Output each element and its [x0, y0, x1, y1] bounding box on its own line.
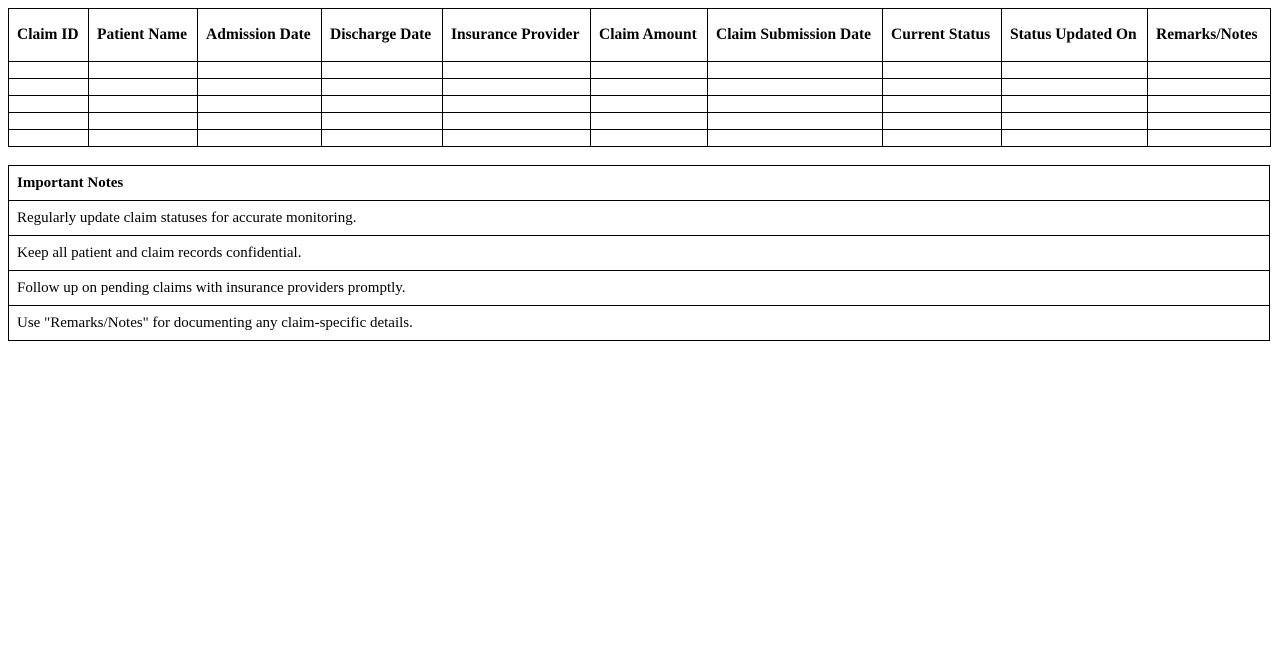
table-cell[interactable]	[9, 130, 89, 147]
table-cell[interactable]	[9, 79, 89, 96]
table-cell[interactable]	[1148, 62, 1271, 79]
header-claim-submission-date: Claim Submission Date	[708, 9, 883, 62]
table-cell[interactable]	[198, 79, 322, 96]
header-current-status: Current Status	[883, 9, 1002, 62]
table-cell[interactable]	[591, 96, 708, 113]
table-cell[interactable]	[883, 96, 1002, 113]
table-cell[interactable]	[9, 96, 89, 113]
table-cell[interactable]	[443, 113, 591, 130]
table-cell[interactable]	[443, 130, 591, 147]
notes-title: Important Notes	[9, 166, 1270, 201]
table-cell[interactable]	[708, 79, 883, 96]
note-item: Regularly update claim statuses for accurate monitoring.	[9, 201, 1270, 236]
table-cell[interactable]	[1148, 79, 1271, 96]
table-cell[interactable]	[883, 62, 1002, 79]
note-row	[9, 271, 1270, 306]
table-cell[interactable]	[883, 130, 1002, 147]
table-cell[interactable]	[89, 96, 198, 113]
table-cell[interactable]	[443, 62, 591, 79]
table-cell[interactable]	[708, 113, 883, 130]
table-row	[9, 62, 1271, 79]
table-cell[interactable]	[322, 113, 443, 130]
table-cell[interactable]	[9, 62, 89, 79]
table-cell[interactable]	[198, 96, 322, 113]
header-claim-id: Claim ID	[9, 9, 89, 62]
claims-tracking-table	[8, 8, 1271, 147]
header-remarks-notes: Remarks/Notes	[1148, 9, 1271, 62]
table-cell[interactable]	[1002, 130, 1148, 147]
table-cell[interactable]	[1148, 113, 1271, 130]
table-cell[interactable]	[322, 62, 443, 79]
header-claim-amount: Claim Amount	[591, 9, 708, 62]
table-cell[interactable]	[883, 113, 1002, 130]
header-admission-date: Admission Date	[198, 9, 322, 62]
table-cell[interactable]	[443, 79, 591, 96]
note-row	[9, 306, 1270, 341]
table-cell[interactable]	[322, 130, 443, 147]
document-body	[8, 8, 1270, 341]
note-row	[9, 201, 1270, 236]
table-cell[interactable]	[708, 130, 883, 147]
table-cell[interactable]	[708, 96, 883, 113]
header-discharge-date: Discharge Date	[322, 9, 443, 62]
table-cell[interactable]	[1002, 113, 1148, 130]
table-cell[interactable]	[591, 130, 708, 147]
note-item: Keep all patient and claim records confidential.	[9, 236, 1270, 271]
table-cell[interactable]	[89, 130, 198, 147]
note-item: Use "Remarks/Notes" for documenting any claim-specific details.	[9, 306, 1270, 341]
table-cell[interactable]	[591, 113, 708, 130]
table-cell[interactable]	[198, 113, 322, 130]
table-cell[interactable]	[89, 113, 198, 130]
table-cell[interactable]	[1002, 96, 1148, 113]
table-cell[interactable]	[708, 62, 883, 79]
table-cell[interactable]	[883, 79, 1002, 96]
table-cell[interactable]	[89, 79, 198, 96]
table-cell[interactable]	[1148, 96, 1271, 113]
table-cell[interactable]	[198, 62, 322, 79]
table-cell[interactable]	[322, 79, 443, 96]
table-cell[interactable]	[591, 79, 708, 96]
table-row	[9, 130, 1271, 147]
table-cell[interactable]	[89, 62, 198, 79]
table-row	[9, 113, 1271, 130]
important-notes-table	[8, 165, 1270, 341]
table-row	[9, 96, 1271, 113]
table-header-row	[9, 9, 1271, 62]
table-cell[interactable]	[1002, 62, 1148, 79]
table-cell[interactable]	[322, 96, 443, 113]
claims-table-body	[9, 62, 1271, 147]
table-cell[interactable]	[1148, 130, 1271, 147]
header-patient-name: Patient Name	[89, 9, 198, 62]
note-row	[9, 236, 1270, 271]
note-item: Follow up on pending claims with insurance providers promptly.	[9, 271, 1270, 306]
table-cell[interactable]	[198, 130, 322, 147]
header-status-updated-on: Status Updated On	[1002, 9, 1148, 62]
table-cell[interactable]	[9, 113, 89, 130]
table-cell[interactable]	[1002, 79, 1148, 96]
table-cell[interactable]	[443, 96, 591, 113]
notes-title-row	[9, 166, 1270, 201]
table-cell[interactable]	[591, 62, 708, 79]
table-row	[9, 79, 1271, 96]
header-insurance-provider: Insurance Provider	[443, 9, 591, 62]
